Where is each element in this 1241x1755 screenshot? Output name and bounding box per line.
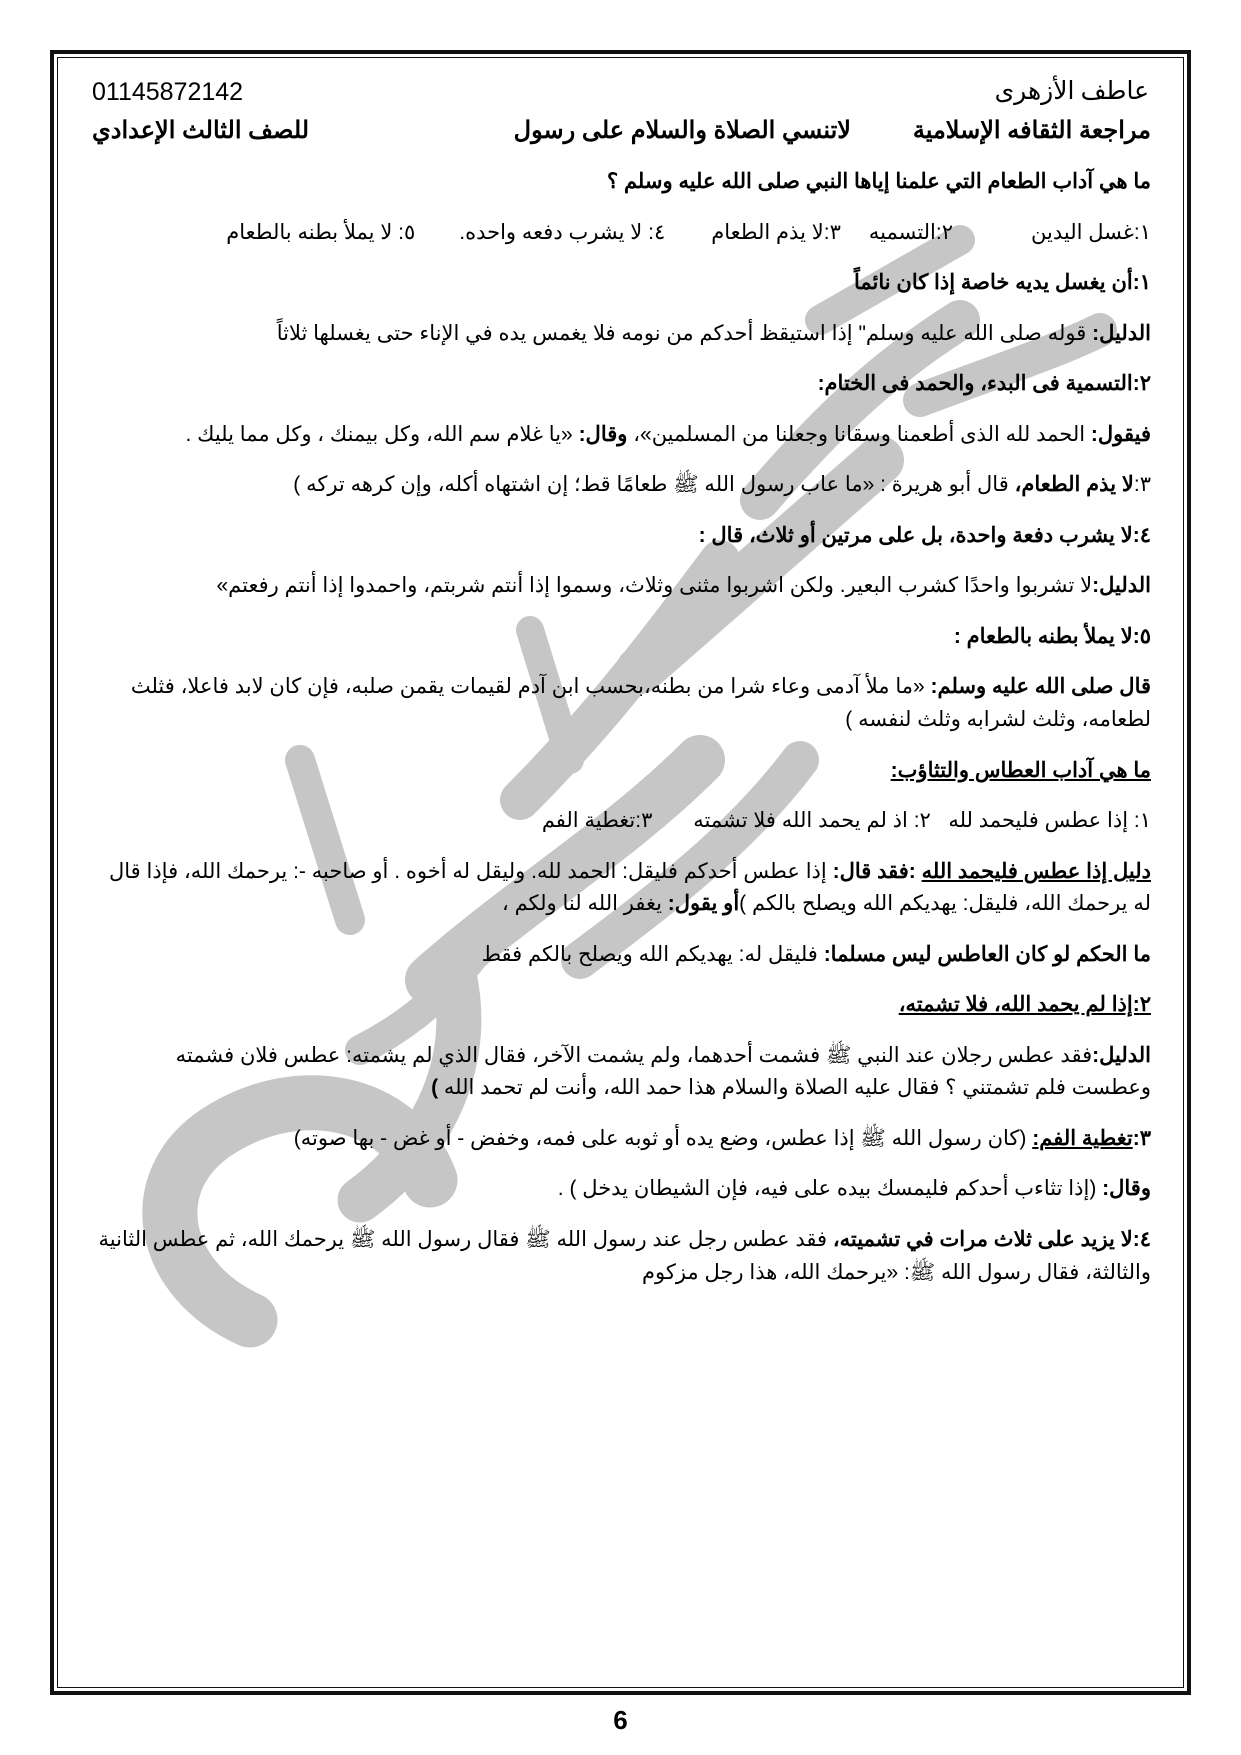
- grade-label: للصف الثالث الإعدادي: [92, 117, 310, 144]
- ruling-non-muslim: ما الحكم لو كان العاطس ليس مسلما: فليقل له: يهديكم الله ويصلح بالكم فقط: [481, 942, 1151, 966]
- point-not-criticize-food: ٣:لا يذم الطعام، قال أبو هريرة : «ما عاب رسول الله ﷺ طعامًا قط؛ إن اشتهاه أكله، وإن كرهه تركه ): [293, 473, 1151, 497]
- evidence-wash-hands: الدليل: قوله صلى الله عليه وسلم" إذا استيقظ أحدكم من نومه فلا يغمس يده في الإناء حتى يغسلها ثلاثاً: [276, 321, 1151, 345]
- evidence-basmala: فيقول: الحمد لله الذى أطعمنا وسقانا وجعلنا من المسلمين»، وقال: «يا غلام سم الله، وكل بيمنك ، وكل مما يليك .: [185, 422, 1151, 446]
- sneezing-etiquette-list: ١: إذا عطس فليحمد لله ٢: اذ لم يحمد الله فلا تشمته ٣:تغطية الفم: [541, 809, 1151, 833]
- evidence-not-overeat: قال صلى الله عليه وسلم: «ما ملأ آدمى وعاء شرا من بطنه،بحسب ابن آدم لقيمات يقمن صلبه، فإن كان لابد فاعلا، فثلث لطعامه، وثلث لشرابه وثلث لنفسه ): [130, 675, 1151, 732]
- point-not-overeat: ٥:لا يملأ بطنه بالطعام :: [953, 624, 1151, 648]
- evidence-no-tashmeet: الدليل:فقد عطس رجلان عند النبي ﷺ فشمت أحدهما، ولم يشمت الآخر، فقال الذي لم يشمته: عطس فلان فشمته وعطست فلم تشمتني ؟ فقال عليه الصلاة والسلام هذا حمد الله، وأنت لم تحمد الله ): [175, 1043, 1151, 1100]
- point-no-tashmeet: ٢:إذا لم يحمد الله، فلا تشمته،: [898, 993, 1151, 1017]
- evidence-drinking: الدليل:لا تشربوا واحدًا كشرب البعير. ولكن اشربوا مثنى وثلاث، وسموا إذا أنتم شربتم، واحمدوا إذا أنتم رفعتم»: [216, 574, 1151, 598]
- list-item: ٤: لا يشرب دفعه واحده.: [459, 220, 666, 244]
- point-three-times: ٤:لا يزيد على ثلاث مرات في تشميته، فقد عطس رجل عند رسول الله ﷺ فقال رسول الله ﷺ يرحمك الله، ثم عطس الثانية والثالثة، فقال رسول الله ﷺ: «يرحمك الله، هذا رجل مزكوم: [98, 1228, 1151, 1284]
- question-eating-etiquette: ما هي آداب الطعام التي علمنا إياها النبي صلى الله عليه وسلم ؟: [606, 170, 1151, 193]
- list-item: ٣:لا يذم الطعام: [711, 220, 841, 244]
- evidence-yawning: وقال: (إذا تثاءب أحدكم فليمسك بيده على فيه، فإن الشيطان يدخل ) .: [557, 1177, 1151, 1201]
- list-item: ١:غسل اليدين: [1031, 220, 1151, 244]
- phone-number: 01145872142: [92, 78, 244, 106]
- eating-etiquette-list: [92, 217, 1151, 250]
- point-wash-hands: ١:أن يغسل يديه خاصة إذا كان نائماً: [853, 271, 1151, 295]
- page-number: 6: [613, 1705, 628, 1735]
- salawat-note: لاتنسي الصلاة والسلام على رسول: [513, 117, 851, 144]
- list-item: ٥: لا يملأ بطنه بالطعام: [226, 220, 416, 244]
- header-row: [92, 112, 1151, 148]
- document-body: [92, 166, 1151, 1307]
- review-title: مراجعة الثقافه الإسلامية: [912, 117, 1151, 144]
- point-cover-mouth: ٣:تغطية الفم: (كان رسول الله ﷺ إذا عطس، وضع يده أو ثوبه على فمه، وخفض - أو غض - بها صوته): [293, 1126, 1151, 1150]
- point-basmala: ٢:التسمية فى البدء، والحمد فى الختام:: [817, 372, 1151, 396]
- point-drinking: ٤:لا يشرب دفعة واحدة، بل على مرتين أو ثلاث، قال :: [698, 523, 1151, 547]
- author-name: عاطف الأزهرى: [994, 78, 1149, 105]
- list-item: ٢:التسميه: [868, 220, 953, 244]
- question-sneezing-etiquette: ما هي آداب العطاس والتثاؤب:: [890, 758, 1151, 782]
- evidence-sneeze-praise: دليل إذا عطس فليحمد الله :فقد قال: إذا عطس أحدكم فليقل: الحمد لله. وليقل له أخوه . أو صاحبه -: يرحمك الله، فإذا قال له يرحمك الله، فليقل: يهديكم الله ويصلح بالكم )أو يقول: يغفر الله لنا ولكم ،: [108, 859, 1151, 916]
